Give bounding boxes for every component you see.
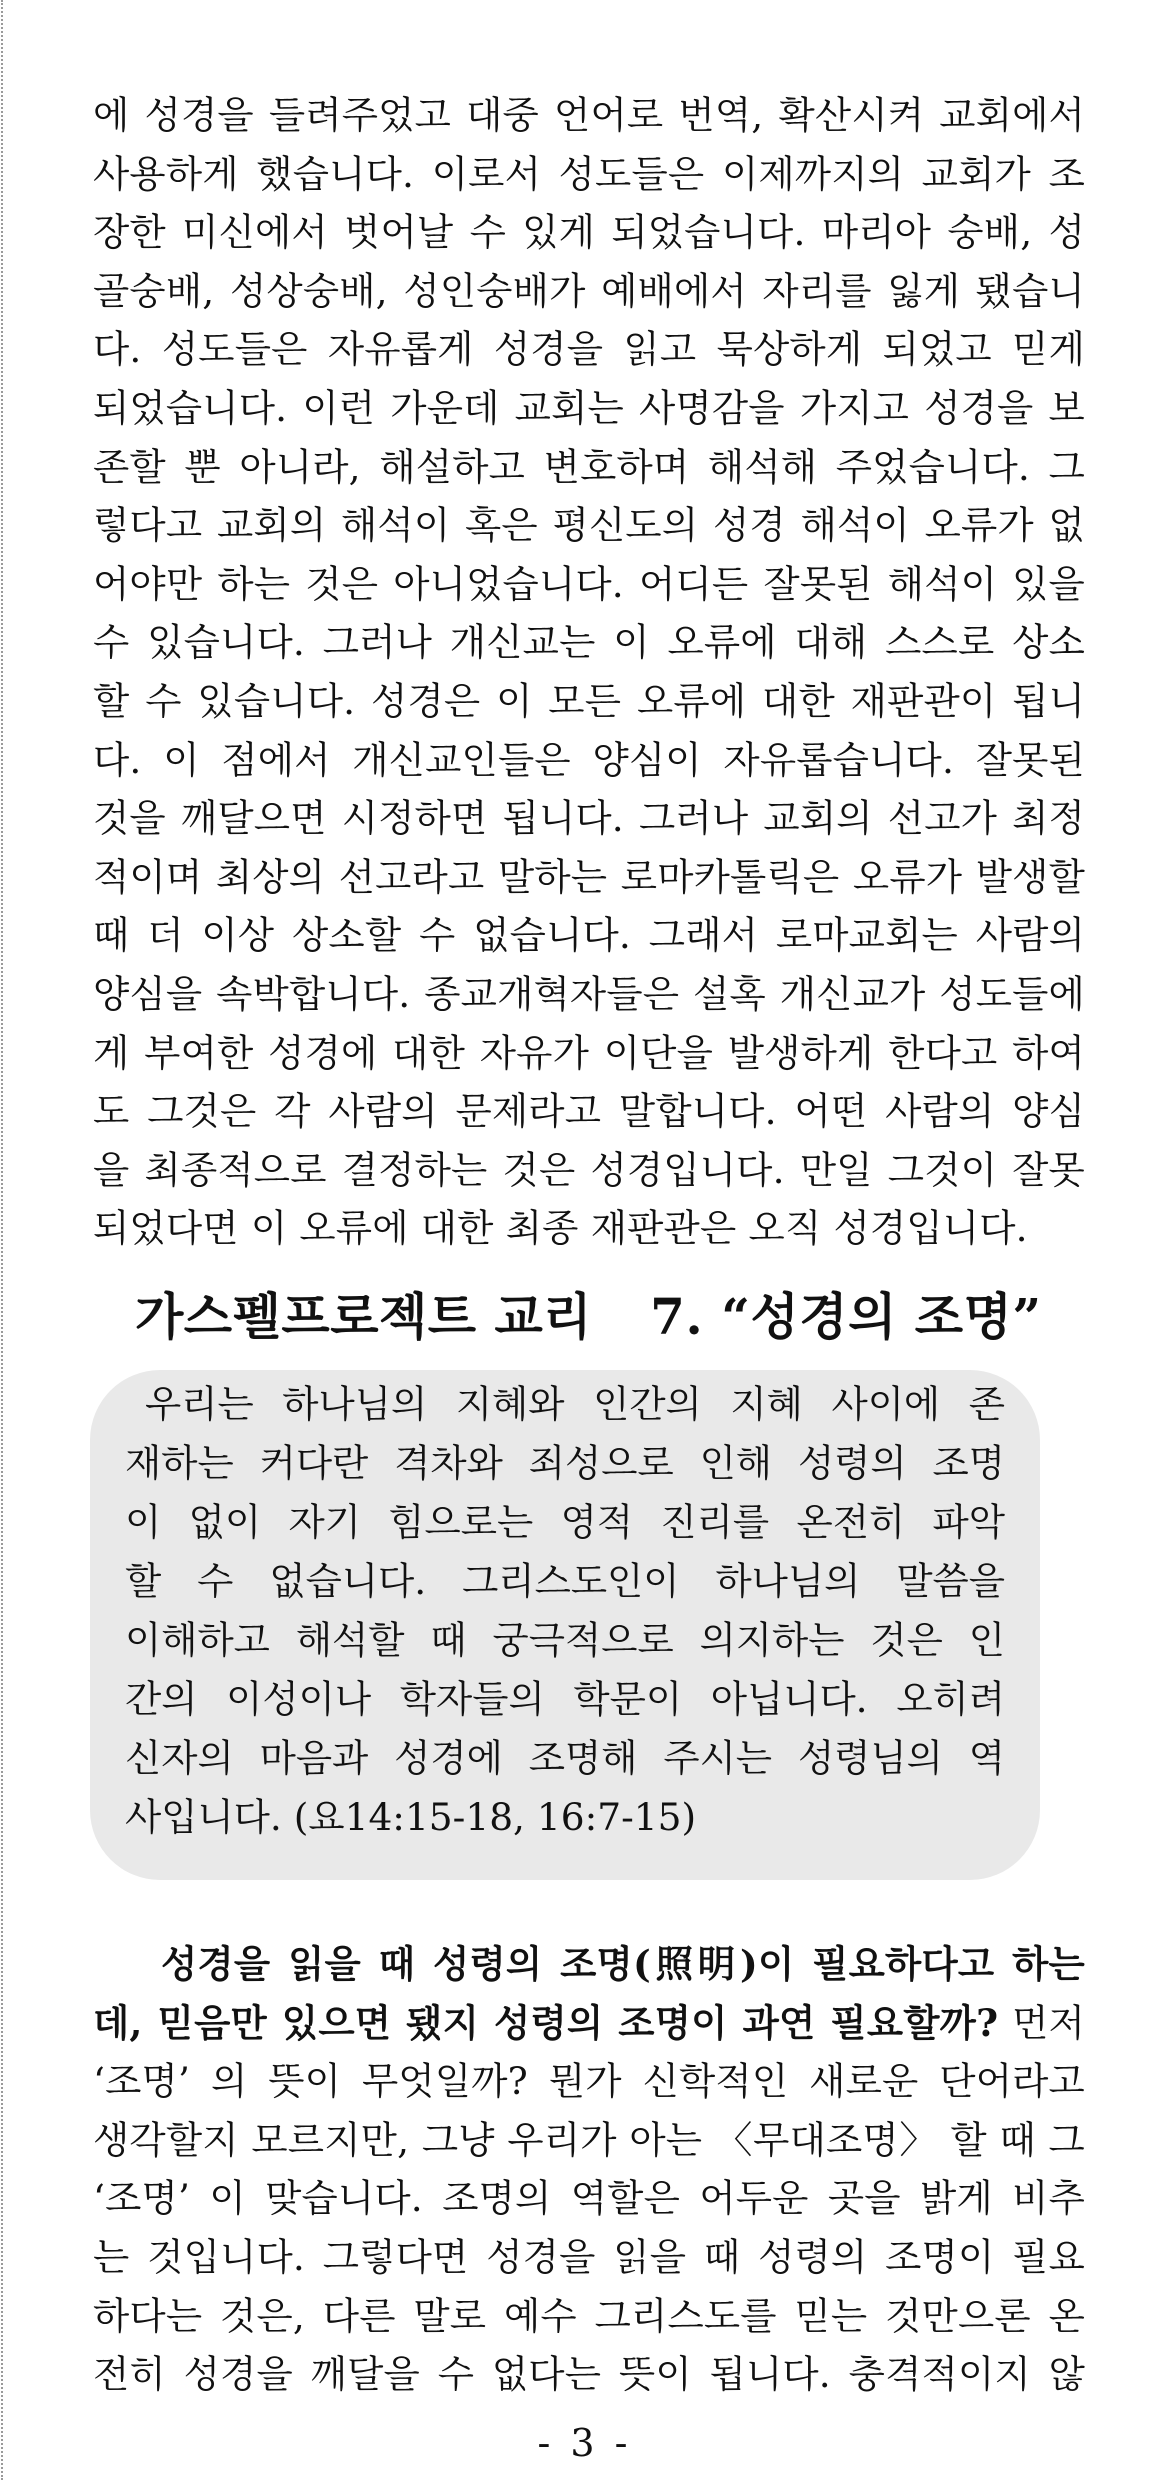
text-line: 적이며 최상의 선고라고 말하는 로마카톨릭은 오류가 발생할 xyxy=(93,854,1085,899)
text-line: 되었습니다. 이런 가운데 교회는 사명감을 가지고 성경을 보 xyxy=(93,385,1085,430)
page-number: - 3 - xyxy=(537,2421,632,2465)
text-line: 이 없이 자기 힘으로는 영적 진리를 온전히 파악 xyxy=(125,1500,1005,1544)
text-line: 사용하게 했습니다. 이로서 성도들은 이제까지의 교회가 조 xyxy=(93,151,1085,196)
text-line: 전히 성경을 깨달을 수 없다는 뜻이 됩니다. 충격적이지 않 xyxy=(93,2352,1085,2397)
text-line: 다. 이 점에서 개신교인들은 양심이 자유롭습니다. 잘못된 xyxy=(93,737,1085,782)
text-line: ‘조명’ 이 맞습니다. 조명의 역할은 어두운 곳을 밝게 비추 xyxy=(93,2176,1085,2221)
text-line xyxy=(93,1994,1085,2053)
text-line: 것을 깨달으면 시정하면 됩니다. 그러나 교회의 선고가 최정 xyxy=(93,796,1085,841)
doctrine-title: 가스펠프로젝트 교리 xyxy=(135,1287,593,1346)
bold-text-segment: 데, 믿음만 있으면 됐지 성령의 조명이 과연 필요할까? xyxy=(93,2000,999,2045)
text-line: 재하는 커다란 격차와 죄성으로 인해 성령의 조명 xyxy=(125,1441,1005,1485)
text-line: 렇다고 교회의 해석이 혹은 평신도의 성경 해석이 오류가 없 xyxy=(93,503,1085,548)
text-line: 사입니다. (요14:15-18, 16:7-15) xyxy=(125,1795,697,1839)
text-line: ‘조명’ 의 뜻이 무엇일까? 뭔가 신학적인 새로운 단어라고 xyxy=(93,2059,1085,2104)
text-line: 는 것입니다. 그렇다면 성경을 읽을 때 성령의 조명이 필요 xyxy=(93,2234,1085,2279)
text-line: 신자의 마음과 성경에 조명해 주시는 성령님의 역 xyxy=(125,1736,1005,1780)
text-line: 다. 성도들은 자유롭게 성경을 읽고 묵상하게 되었고 믿게 xyxy=(93,327,1085,372)
text-line: 게 부여한 성경에 대한 자유가 이단을 발생하게 한다고 하여 xyxy=(93,1030,1085,1075)
text-line: 도 그것은 각 사람의 문제라고 말합니다. 어떤 사람의 양심 xyxy=(93,1089,1085,1134)
text-line: 장한 미신에서 벗어날 수 있게 되었습니다. 마리아 숭배, 성 xyxy=(93,210,1085,255)
text-line: 수 있습니다. 그러나 개신교는 이 오류에 대해 스스로 상소 xyxy=(93,620,1085,665)
intro-paragraph xyxy=(93,86,1085,1258)
body-paragraph xyxy=(93,1935,1085,2404)
doctrine-number: 7. xyxy=(650,1287,704,1346)
page-left-dotted-rule xyxy=(1,0,3,2480)
text-line: 간의 이성이나 학자들의 학문이 아닙니다. 오히려 xyxy=(125,1677,1005,1721)
text-line: 어야만 하는 것은 아니었습니다. 어디든 잘못된 해석이 있을 xyxy=(93,561,1085,606)
text-line: 이해하고 해석할 때 궁극적으로 의지하는 것은 인 xyxy=(125,1618,1005,1662)
text-line: 생각할지 모르지만, 그냥 우리가 아는 〈무대조명〉 할 때 그 xyxy=(93,2117,1085,2162)
doctrine-subtitle: “성경의 조명” xyxy=(721,1287,1042,1346)
text-line: 할 수 있습니다. 성경은 이 모든 오류에 대한 재판관이 됩니 xyxy=(93,678,1085,723)
text-line: 을 최종적으로 결정하는 것은 성경입니다. 만일 그것이 잘못 xyxy=(93,1147,1085,1192)
doctrine-heading xyxy=(135,1282,1042,1352)
text-line: 존할 뿐 아니라, 해설하고 변호하며 해석해 주었습니다. 그 xyxy=(93,444,1085,489)
text-line: 되었다면 이 오류에 대한 최종 재판관은 오직 성경입니다. xyxy=(93,1206,1028,1251)
text-line: 하다는 것은, 다른 말로 예수 그리스도를 믿는 것만으론 온 xyxy=(93,2293,1085,2338)
text-line: 양심을 속박합니다. 종교개혁자들은 설혹 개신교가 성도들에 xyxy=(93,971,1085,1016)
text-segment: 먼저 xyxy=(998,2000,1085,2045)
text-line: 에 성경을 들려주었고 대중 언어로 번역, 확산시켜 교회에서 xyxy=(93,93,1085,137)
text-line: 골숭배, 성상숭배, 성인숭배가 예배에서 자리를 잃게 됐습니 xyxy=(93,268,1085,313)
text-line: 때 더 이상 상소할 수 없습니다. 그래서 로마교회는 사람의 xyxy=(93,913,1085,958)
text-line: 우리는 하나님의 지혜와 인간의 지혜 사이에 존 xyxy=(145,1382,1005,1426)
doctrine-callout-text xyxy=(125,1375,1005,1847)
bold-text-line: 성경을 읽을 때 성령의 조명(照明)이 필요하다고 하는 xyxy=(161,1942,1085,1986)
text-line: 할 수 없습니다. 그리스도인이 하나님의 말씀을 xyxy=(125,1559,1005,1603)
